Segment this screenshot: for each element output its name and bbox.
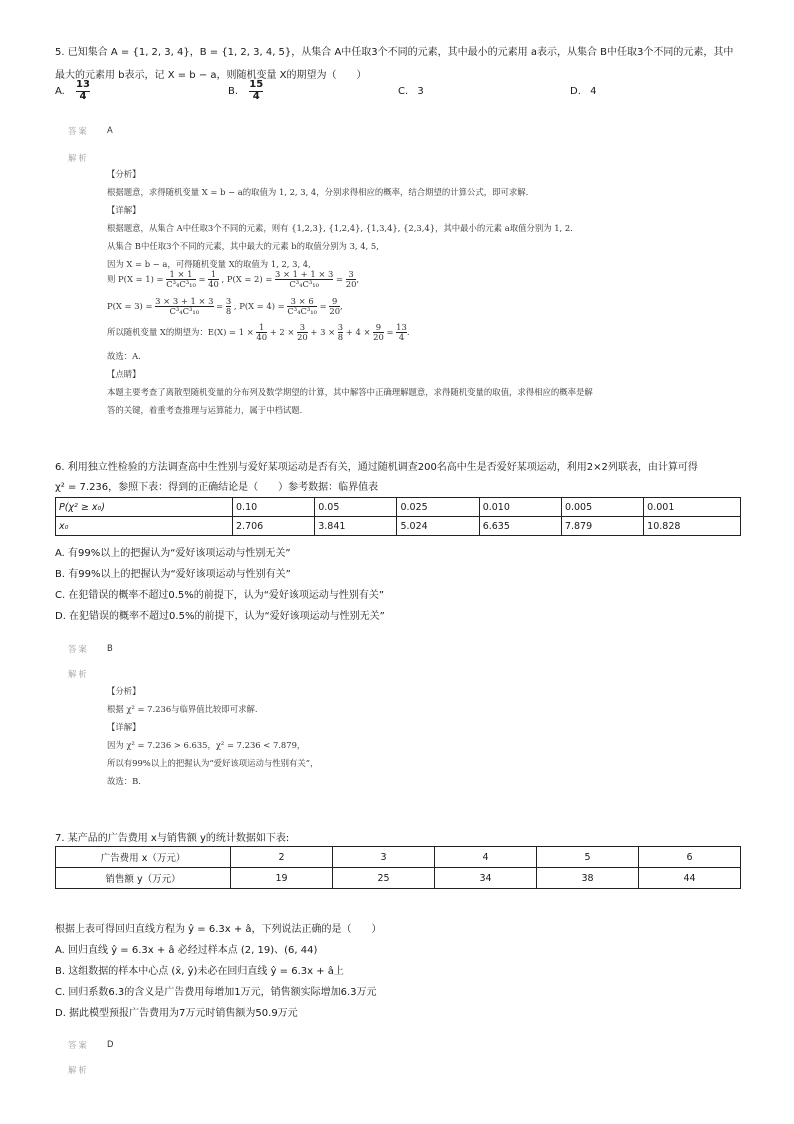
option-fraction xyxy=(249,80,263,102)
probability-line-2: P(X = 3) = $\frac{3 \times 3 + 1 \times 3}{\text{C³₄C³₁₀}}$ = $\frac{3}{8}$ , P(X = 4) = $\frac{3 \times 6}{\text{C³₄C³₁₀}}$ = $\frac{9}{20}$ , xyxy=(107,296,343,316)
fraction-numerator: 1 xyxy=(259,322,265,332)
formula-fraction xyxy=(346,270,357,289)
analysis-heading: 【详解】 xyxy=(107,205,141,215)
fraction-denominator: 20 xyxy=(329,305,341,316)
fraction-numerator: 3 × 1 + 1 × 3 xyxy=(275,269,334,279)
analysis-label: 解析 xyxy=(68,153,89,163)
table-cell: 0.025 xyxy=(397,498,479,517)
answer-value: D xyxy=(107,1039,114,1049)
analysis-heading: 【分析】 xyxy=(107,686,141,696)
fraction-denominator: 8 xyxy=(225,305,232,316)
fraction-numerator: 13 xyxy=(76,79,90,90)
formula-fraction xyxy=(329,297,340,316)
fraction-denominator: 20 xyxy=(345,278,357,289)
formula-fraction xyxy=(373,323,384,342)
table-cell: 10.828 xyxy=(644,517,741,536)
formula-text: , P(X = 2) = xyxy=(221,273,273,284)
formula-fraction xyxy=(155,297,213,316)
answer-label: 答案 xyxy=(68,126,89,136)
table-row xyxy=(56,847,741,868)
q6-option-c[interactable]: C. 在犯错误的概率不超过0.5%的前提下，认为“爱好该项运动与性别有关” xyxy=(55,590,385,601)
analysis-line: 故选：A. xyxy=(107,351,141,361)
fraction-numerator: 3 xyxy=(225,296,232,306)
analysis-line: 根据题意，从集合 A中任取3个不同的元素，则有 {1,2,3}, {1,2,4}, {1,3,4}, {2,3,4}，其中最小的元素 a取值分别为 1, 2. xyxy=(107,223,573,233)
table-row xyxy=(56,868,741,889)
fraction-numerator: 3 × 6 xyxy=(290,296,314,306)
table-cell: 0.05 xyxy=(315,498,397,517)
fraction-denominator: C³₄C³₁₀ xyxy=(169,305,200,316)
table-cell: 0.001 xyxy=(644,498,741,517)
table-cell: 4 xyxy=(435,847,537,868)
option-letter: D. xyxy=(570,86,581,97)
fraction-denominator: C³₄C³₁₀ xyxy=(289,278,319,289)
answer-label: 答案 xyxy=(68,1040,89,1050)
analysis-line: 故选：B. xyxy=(107,776,141,786)
formula-fraction xyxy=(256,323,267,342)
probability-line-1: 则 P(X = 1) = $\frac{1 \times 1}{\text{C³₄C³₁₀}}$ = $\frac{1}{40}$ , P(X = 2) = $\frac{3 \times 1 + 1 \times 3}{\text{C³₄C³₁₀}}$ = $\frac{3}{20}$ , xyxy=(107,269,360,289)
table-header-cell: 广告费用 x（万元） xyxy=(56,847,231,868)
table-cell: 25 xyxy=(333,868,435,889)
q5-stem-line1: 5. 已知集合 A = {1, 2, 3, 4}，B = {1, 2, 3, 4, 5}，从集合 A中任取3个不同的元素，其中最小的元素用 a表示，从集合 B中任取3个不同的元素，其中 xyxy=(55,47,734,58)
option-text: 4 xyxy=(590,86,597,97)
answer-value: B xyxy=(107,643,113,653)
analysis-heading: 【点睛】 xyxy=(107,369,141,379)
q7-stem-line1: 7. 某产品的广告费用 x与销售额 y的统计数据如下表: xyxy=(55,833,290,844)
analysis-line: 根据题意，求得随机变量 X = b − a的取值为 1, 2, 3, 4，分别求得相应的概率，结合期望的计算公式，即可求解. xyxy=(107,187,529,197)
formula-fraction xyxy=(226,297,231,316)
analysis-line: 答的关键，着重考查推理与运算能力，属于中档试题. xyxy=(107,405,303,415)
q7-option-a[interactable]: A. 回归直线 ŷ = 6.3x + â 必经过样本点 (2, 19)、(6, 44) xyxy=(55,945,318,956)
fraction-numerator: 15 xyxy=(249,79,264,90)
fraction-numerator: 13 xyxy=(396,322,407,332)
fraction-denominator: 20 xyxy=(297,331,308,342)
analysis-line: 所以有99%以上的把握认为“爱好该项运动与性别有关”， xyxy=(107,758,319,768)
table-cell: 19 xyxy=(231,868,333,889)
table-header-cell: 销售额 y（万元） xyxy=(56,868,231,889)
analysis-label: 解析 xyxy=(68,669,89,679)
q6-stem-line2: χ² = 7.236，参照下表：得到的正确结论是（ ）参考数据：临界值表 xyxy=(55,482,379,493)
table-cell: 2 xyxy=(231,847,333,868)
fraction-numerator: 1 xyxy=(210,269,217,279)
fraction-denominator: 40 xyxy=(208,278,219,289)
table-cell: 7.879 xyxy=(561,517,643,536)
ad-sales-table xyxy=(55,846,741,889)
table-cell: 0.010 xyxy=(479,498,561,517)
table-cell: 6.635 xyxy=(479,517,561,536)
q6-option-b[interactable]: B. 有99%以上的把握认为“爱好该项运动与性别有关” xyxy=(55,569,291,580)
q5-option-c[interactable] xyxy=(398,86,424,97)
table-cell: 34 xyxy=(435,868,537,889)
q6-option-a[interactable]: A. 有99%以上的把握认为“爱好该项运动与性别无关” xyxy=(55,548,291,559)
option-letter: C. xyxy=(398,86,409,97)
fraction-denominator: C³₄C³₁₀ xyxy=(287,305,317,316)
fraction-numerator: 1 × 1 xyxy=(169,269,193,279)
formula-fraction xyxy=(166,270,196,289)
q5-option-d[interactable] xyxy=(570,86,596,97)
option-fraction xyxy=(76,80,90,102)
formula-fraction xyxy=(396,323,407,342)
q5-option-b[interactable] xyxy=(228,80,263,102)
formula-text: = xyxy=(336,273,344,284)
table-cell: 5 xyxy=(537,847,639,868)
analysis-line: 根据 χ² = 7.236与临界值比较即可求解. xyxy=(107,704,258,714)
formula-text: = xyxy=(386,326,394,337)
formula-text: P(X = 3) = xyxy=(107,300,153,311)
q5-stem-line2: 最大的元素用 b表示，记 X = b − a，则随机变量 X的期望为（ ） xyxy=(55,70,367,81)
fraction-denominator: 40 xyxy=(256,331,268,342)
q7-option-d[interactable]: D. 据此模型预报广告费用为7万元时销售额为50.9万元 xyxy=(55,1008,298,1019)
option-letter: B. xyxy=(228,86,239,97)
fraction-numerator: 3 × 3 + 1 × 3 xyxy=(155,296,214,306)
analysis-label: 解析 xyxy=(68,1065,89,1075)
fraction-numerator: 9 xyxy=(375,322,382,332)
formula-fraction xyxy=(297,323,308,342)
analysis-heading: 【分析】 xyxy=(107,169,141,179)
q5-option-a[interactable] xyxy=(55,80,90,102)
formula-text: = xyxy=(198,273,206,284)
analysis-line: 从集合 B中任取3个不同的元素，其中最大的元素 b的取值分别为 3, 4, 5, xyxy=(107,241,379,251)
fraction-numerator: 3 xyxy=(348,269,354,279)
table-cell: 2.706 xyxy=(233,517,315,536)
table-header-cell: x₀ xyxy=(56,517,233,536)
q6-stem-line1: 6. 利用独立性检验的方法调查高中生性别与爱好某项运动是否有关，通过随机调查200名高中生是否爱好某项运动，利用2×2列联表，由计算可得 xyxy=(55,462,698,473)
formula-fraction xyxy=(275,270,333,289)
table-cell: 3 xyxy=(333,847,435,868)
fraction-numerator: 3 xyxy=(337,322,344,332)
analysis-line: 因为 X = b − a，可得随机变量 X的取值为 1, 2, 3, 4, xyxy=(107,259,311,269)
formula-text: 则 P(X = 1) = xyxy=(107,273,164,284)
formula-text: = xyxy=(319,300,327,311)
table-cell: 3.841 xyxy=(315,517,397,536)
fraction-denominator: C³₄C³₁₀ xyxy=(166,278,196,289)
answer-label: 答案 xyxy=(68,644,89,654)
formula-text: = xyxy=(216,300,224,311)
formula-fraction xyxy=(338,323,343,342)
formula-fraction xyxy=(287,297,317,316)
q7-option-b[interactable]: B. 这组数据的样本中心点 (x̄, ȳ)未必在回归直线 ŷ = 6.3x + â上 xyxy=(55,966,344,977)
table-header-cell: P(χ² ≥ x₀) xyxy=(56,498,233,517)
table-cell: 0.10 xyxy=(233,498,315,517)
fraction-numerator: 3 xyxy=(299,322,306,332)
table-cell: 6 xyxy=(639,847,741,868)
formula-text: , P(X = 4) = xyxy=(233,300,285,311)
analysis-line: 因为 χ² = 7.236 > 6.635，χ² = 7.236 < 7.879， xyxy=(107,740,306,750)
option-text: 3 xyxy=(417,86,424,97)
formula-text: 所以随机变量 X的期望为：E(X) = 1 × xyxy=(107,326,254,337)
q7-option-c[interactable]: C. 回归系数6.3的含义是广告费用每增加1万元，销售额实际增加6.3万元 xyxy=(55,987,377,998)
table-cell: 44 xyxy=(639,868,741,889)
answer-value: A xyxy=(107,125,113,135)
analysis-heading: 【详解】 xyxy=(107,722,141,732)
table-cell: 5.024 xyxy=(397,517,479,536)
q6-option-d[interactable]: D. 在犯错误的概率不超过0.5%的前提下，认为“爱好该项运动与性别无关” xyxy=(55,611,385,622)
table-row xyxy=(56,498,741,517)
analysis-line: 本题主要考查了离散型随机变量的分布列及数学期望的计算，其中解答中正确理解题意，求得随机变量的取值，求得相应的概率是解 xyxy=(107,387,593,397)
fraction-denominator: 20 xyxy=(373,331,384,342)
fraction-numerator: 9 xyxy=(332,296,338,306)
fraction-denominator: 4 xyxy=(252,90,260,102)
critical-value-table xyxy=(55,497,741,536)
table-row xyxy=(56,517,741,536)
fraction-denominator: 8 xyxy=(337,331,344,342)
option-letter: A. xyxy=(55,86,65,97)
q7-stem-line2: 根据上表可得回归直线方程为 ŷ = 6.3x + â，下列说法正确的是（ ） xyxy=(55,924,382,935)
formula-fraction xyxy=(208,270,219,289)
fraction-denominator: 4 xyxy=(398,331,405,342)
expectation-line: 所以随机变量 X的期望为：E(X) = 1 × $\frac{1}{40}$ + 2 × $\frac{3}{20}$ + 3 × $\frac{3}{8}$ + 4 × $\frac{9}{20}$ = $\frac{13}{4}$ . xyxy=(107,322,410,342)
fraction-denominator: 4 xyxy=(79,90,87,102)
table-cell: 38 xyxy=(537,868,639,889)
table-cell: 0.005 xyxy=(561,498,643,517)
